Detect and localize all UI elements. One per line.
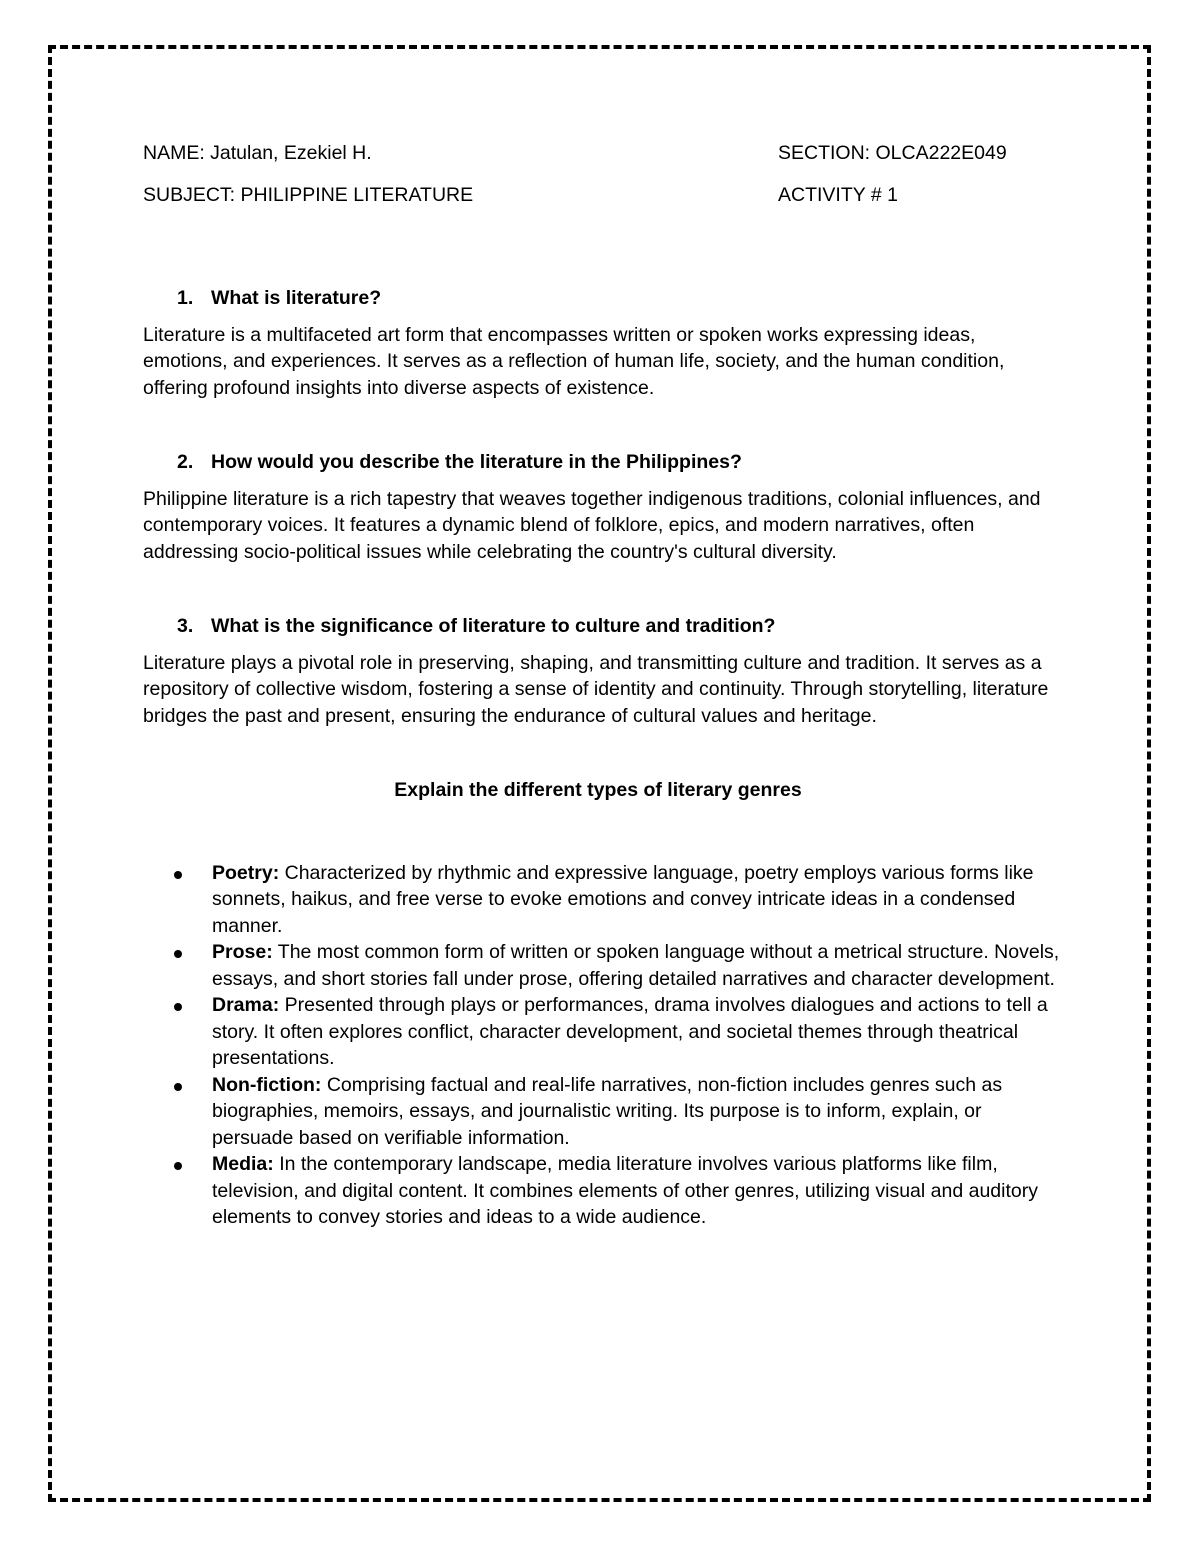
question-text: How would you describe the literature in the Philippines? — [211, 451, 742, 473]
bullet-icon — [174, 1083, 182, 1091]
header-row-1 — [143, 140, 1063, 167]
question-text: What is literature? — [211, 287, 382, 309]
bullet-icon — [174, 871, 182, 879]
header-row-2 — [143, 182, 1063, 209]
student-name: NAME: Jatulan, Ezekiel H. — [143, 142, 372, 164]
genre-description: Presented through plays or performances, drama involves dialogues and actions to tell a story. It often explores conflict, character development, and societal themes through theatrical presentations. — [212, 994, 1048, 1069]
genre-description: Comprising factual and real-life narratives, non-fiction includes genres such as biographies, memoirs, essays, and journalistic writing. Its purpose is to inform, explain, or persuade based on verifiable information. — [212, 1073, 1003, 1149]
bullet-icon — [174, 1162, 182, 1170]
activity-label: ACTIVITY # 1 — [778, 184, 898, 206]
question-block-2 — [143, 449, 1063, 565]
question-title — [177, 285, 1063, 312]
question-title — [177, 613, 1063, 640]
question-number: 2. — [177, 451, 194, 473]
question-title — [177, 449, 1063, 476]
genre-term: Non-fiction: — [212, 1073, 322, 1096]
genre-item-prose — [143, 939, 1063, 992]
question-text: What is the significance of literature to culture and tradition? — [211, 615, 776, 637]
genre-description: The most common form of written or spoken language without a metrical structure. Novels, essays, and short stories fall under prose, offering detailed narratives and character development. — [212, 941, 1060, 990]
bullet-icon — [174, 1003, 182, 1011]
genre-description: Characterized by rhythmic and expressive language, poetry employs various forms like sonnets, haikus, and free verse to evoke emotions and convey intricate ideas in a condensed manner. — [212, 861, 1034, 937]
answer-text: Philippine literature is a rich tapestry that weaves together indigenous traditions, colonial influences, and contemporary voices. It features a dynamic blend of folklore, epics, and modern narratives, often addressing socio-political issues while celebrating the country's cultural diversity. — [143, 487, 1041, 563]
genre-description: In the contemporary landscape, media literature involves various platforms like film, television, and digital content. It combines elements of other genres, utilizing visual and auditory elements to convey stories and ideas to a wide audience. — [212, 1153, 1038, 1228]
answer-text: Literature is a multifaceted art form that encompasses written or spoken works expressing ideas, emotions, and experiences. It serves as a reflection of human life, society, and the human condition, offering profound insights into diverse aspects of existence. — [143, 323, 1005, 399]
genre-item-non-fiction — [143, 1072, 1063, 1152]
genre-term: Drama: — [212, 994, 280, 1016]
genre-item-poetry — [143, 860, 1063, 940]
genre-item-media — [143, 1151, 1063, 1231]
question-block-1 — [143, 285, 1063, 401]
genre-term: Prose: — [212, 941, 273, 963]
section-label: SECTION: OLCA222E049 — [778, 142, 1007, 164]
subject-label: SUBJECT: PHILIPPINE LITERATURE — [143, 184, 474, 206]
document-body — [143, 140, 1063, 1231]
question-number: 3. — [177, 615, 194, 637]
genre-term: Media: — [212, 1153, 274, 1175]
answer-text: Literature plays a pivotal role in preserving, shaping, and transmitting culture and tradition. It serves as a repository of collective wisdom, fostering a sense of identity and continuity. Through storytelling, literature bridges the past and present, ensuring the endurance of cultural values and heritage. — [143, 651, 1049, 727]
genre-term: Poetry: — [212, 861, 280, 884]
question-number: 1. — [177, 287, 194, 309]
genre-item-drama — [143, 992, 1063, 1072]
bullet-icon — [174, 950, 182, 958]
genres-list — [143, 860, 1063, 1231]
question-block-3 — [143, 613, 1063, 729]
genres-heading: Explain the different types of literary genres — [394, 779, 802, 801]
